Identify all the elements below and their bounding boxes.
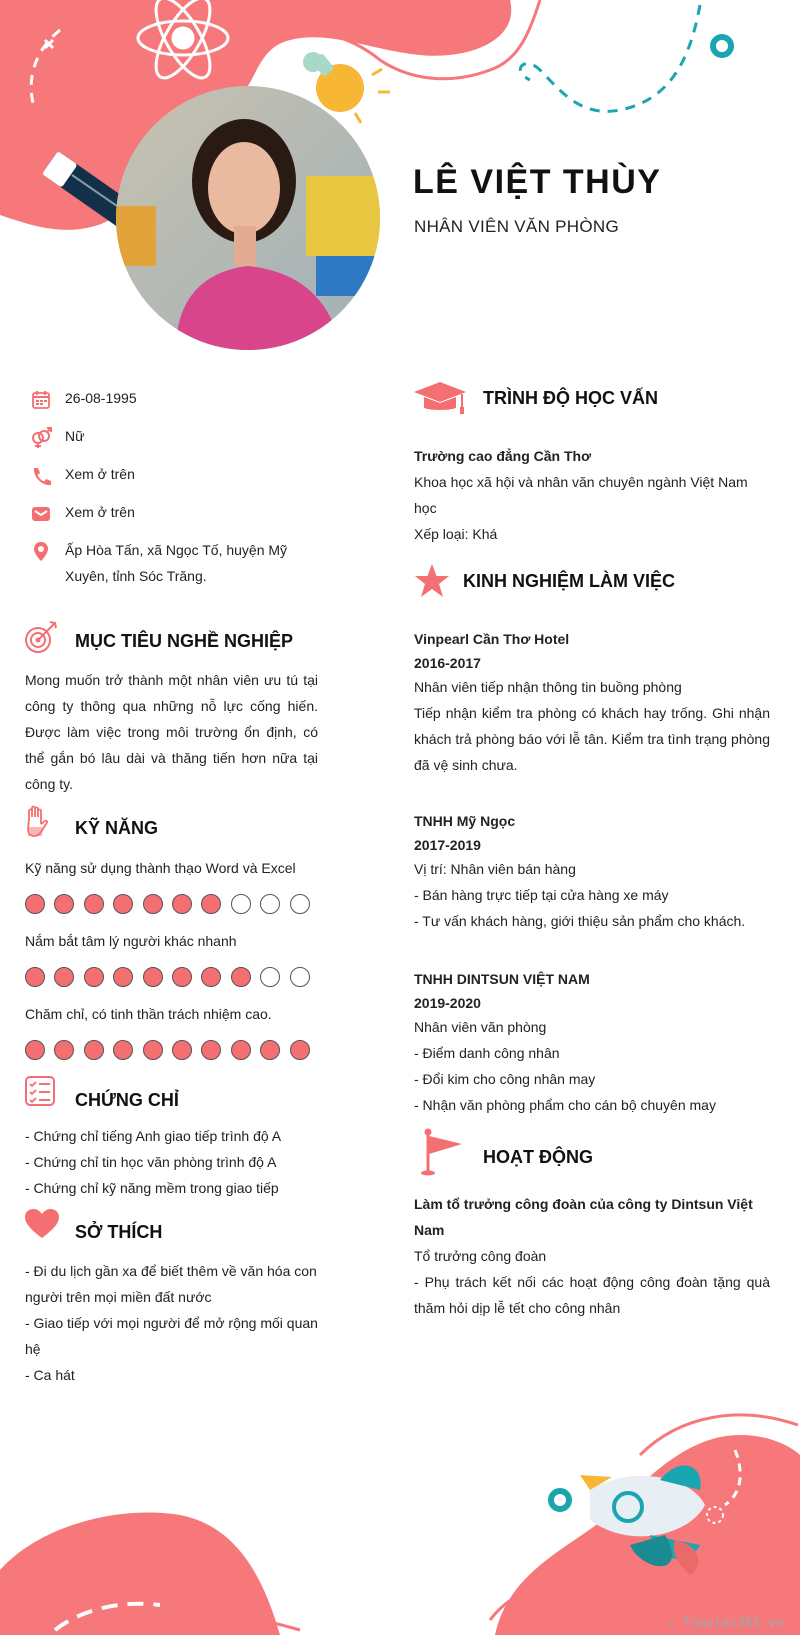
experience-title: KINH NGHIỆM LÀM VIỆC — [463, 571, 676, 591]
list-item: - Ca hát — [25, 1367, 75, 1383]
job-line: - Điểm danh công nhân — [414, 1045, 560, 1061]
rating-dot-filled — [84, 1040, 104, 1060]
phone-text: Xem ở trên — [65, 466, 135, 482]
contact-address — [25, 537, 325, 589]
rating-dot-filled — [172, 1040, 192, 1060]
watermark: ∴ Timviec365.vn — [666, 1616, 784, 1631]
skills-title: KỸ NĂNG — [75, 818, 159, 838]
rating-dot-filled — [172, 967, 192, 987]
rating-dot-empty — [290, 967, 310, 987]
contact-phone — [25, 461, 325, 487]
job-period: 2017-2019 — [414, 837, 481, 853]
rating-dot-filled — [84, 967, 104, 987]
certificates-list — [25, 1123, 325, 1201]
mail-icon — [30, 503, 52, 525]
rating-dot-filled — [201, 1040, 221, 1060]
list-item: - Chứng chỉ kỹ năng mềm trong giao tiếp — [25, 1180, 279, 1196]
job-line: - Nhận văn phòng phẩm cho cán bộ chuyên may — [414, 1097, 716, 1113]
contact-gender — [25, 423, 325, 449]
location-pin-icon — [30, 541, 52, 563]
job-line: - Bán hàng trực tiếp tại cửa hàng xe máy — [414, 887, 669, 903]
contact-birthdate — [25, 385, 325, 411]
profile-photo — [116, 86, 380, 350]
major-text: Khoa học xã hội và nhân văn chuyên ngành Việt Nam học — [414, 474, 748, 516]
job-line: Tiếp nhận kiểm tra phòng có khách hay trống. Ghi nhận khách trả phòng báo với lễ tân. Kiểm tra tình trạng phòng đã vệ sinh chưa. — [414, 705, 770, 773]
contact-email — [25, 499, 325, 525]
skill-label: Kỹ năng sử dụng thành thạo Word và Excel — [25, 860, 296, 876]
education-block — [414, 443, 770, 547]
rating-dot-filled — [54, 967, 74, 987]
address-text: Ấp Hòa Tấn, xã Ngọc Tố, huyện Mỹ Xuyên, tỉnh Sóc Trăng. — [65, 542, 288, 584]
activities-block — [414, 1191, 770, 1321]
skill-label: Nắm bắt tâm lý người khác nhanh — [25, 933, 237, 949]
skill-rating — [25, 1040, 325, 1062]
flag-icon — [420, 1128, 466, 1176]
heart-icon — [24, 1208, 60, 1240]
list-item: - Chứng chỉ tiếng Anh giao tiếp trình độ A — [25, 1128, 282, 1144]
rating-dot-filled — [25, 1040, 45, 1060]
objective-text: Mong muốn trở thành một nhân viên ưu tú tại công ty thông qua những nỗ lực cống hiến. Được làm việc trong môi trường ổn định, có thể gắn bó lâu dài và thăng tiến hơn nữa tại công ty. — [25, 672, 318, 792]
job-line: Nhân viên văn phòng — [414, 1019, 547, 1035]
company-name: TNHH Mỹ Ngọc — [414, 813, 516, 829]
list-item: - Chứng chỉ tin học văn phòng trình độ A — [25, 1154, 277, 1170]
target-icon — [24, 620, 58, 654]
rating-dot-filled — [25, 967, 45, 987]
graduation-cap-icon — [412, 380, 468, 416]
company-name: Vinpearl Cần Thơ Hotel — [414, 631, 570, 647]
job-period: 2019-2020 — [414, 995, 481, 1011]
activity-line: - Phụ trách kết nối các hoạt động công đoàn tặng quà thăm hỏi dịp lễ tết cho công nhân — [414, 1274, 770, 1316]
rating-dot-filled — [172, 894, 192, 914]
job-title: NHÂN VIÊN VĂN PHÒNG — [414, 217, 620, 236]
list-item: - Đi du lịch gần xa để biết thêm về văn hóa con người trên mọi miền đất nước — [25, 1263, 317, 1305]
gender-text: Nữ — [65, 428, 85, 444]
job-entry — [414, 626, 770, 778]
job-line: - Tư vấn khách hàng, giới thiệu sản phẩm cho khách. — [414, 913, 746, 929]
hand-icon — [24, 805, 50, 839]
rating-dot-filled — [260, 1040, 280, 1060]
calendar-icon — [30, 389, 52, 411]
rating-dot-filled — [54, 1040, 74, 1060]
education-title: TRÌNH ĐỘ HỌC VẤN — [483, 388, 658, 408]
email-text: Xem ở trên — [65, 504, 135, 520]
rating-dot-filled — [201, 894, 221, 914]
rating-dot-filled — [113, 1040, 133, 1060]
rating-dot-empty — [290, 894, 310, 914]
skill-rating — [25, 894, 325, 916]
bottom-decoration — [0, 1395, 800, 1635]
rating-dot-filled — [84, 894, 104, 914]
rating-dot-filled — [231, 1040, 251, 1060]
job-line: Vị trí: Nhân viên bán hàng — [414, 861, 576, 877]
rating-dot-filled — [143, 1040, 163, 1060]
rating-dot-empty — [260, 967, 280, 987]
activity-line: Tổ trưởng công đoàn — [414, 1248, 547, 1264]
activities-title: HOẠT ĐỘNG — [483, 1147, 593, 1167]
candidate-name: LÊ VIỆT THÙY — [413, 163, 662, 201]
certificates-title: CHỨNG CHỈ — [75, 1090, 179, 1110]
objective-title: MỤC TIÊU NGHỀ NGHIỆP — [75, 631, 294, 651]
hobbies-title: SỞ THÍCH — [75, 1222, 163, 1242]
rating-dot-filled — [201, 967, 221, 987]
job-entry — [414, 808, 770, 934]
gender-icon — [30, 427, 52, 449]
star-icon — [414, 563, 450, 599]
rating-dot-empty — [260, 894, 280, 914]
checklist-icon — [24, 1075, 56, 1107]
rating-dot-filled — [113, 894, 133, 914]
rating-dot-filled — [290, 1040, 310, 1060]
grade-text: Xếp loại: Khá — [414, 526, 498, 542]
rating-dot-filled — [143, 894, 163, 914]
top-decoration — [0, 0, 800, 360]
rating-dot-filled — [231, 967, 251, 987]
rating-dot-empty — [231, 894, 251, 914]
job-line: - Đổi kim cho công nhân may — [414, 1071, 596, 1087]
school-name: Trường cao đẳng Cần Thơ — [414, 448, 592, 464]
hobbies-list — [25, 1258, 320, 1388]
rating-dot-filled — [25, 894, 45, 914]
rating-dot-filled — [143, 967, 163, 987]
skill-rating — [25, 967, 325, 989]
job-period: 2016-2017 — [414, 655, 481, 671]
phone-icon — [30, 465, 52, 487]
rating-dot-filled — [113, 967, 133, 987]
job-entry — [414, 966, 770, 1118]
company-name: TNHH DINTSUN VIỆT NAM — [414, 971, 590, 987]
skill-label: Chăm chỉ, có tinh thần trách nhiệm cao. — [25, 1006, 272, 1022]
job-line: Nhân viên tiếp nhận thông tin buồng phòng — [414, 679, 682, 695]
list-item: - Giao tiếp với mọi người để mở rộng mối quan hệ — [25, 1315, 318, 1357]
birthdate-text: 26-08-1995 — [65, 390, 137, 406]
activity-heading: Làm tổ trưởng công đoàn của công ty Dintsun Việt Nam — [414, 1196, 753, 1238]
rating-dot-filled — [54, 894, 74, 914]
